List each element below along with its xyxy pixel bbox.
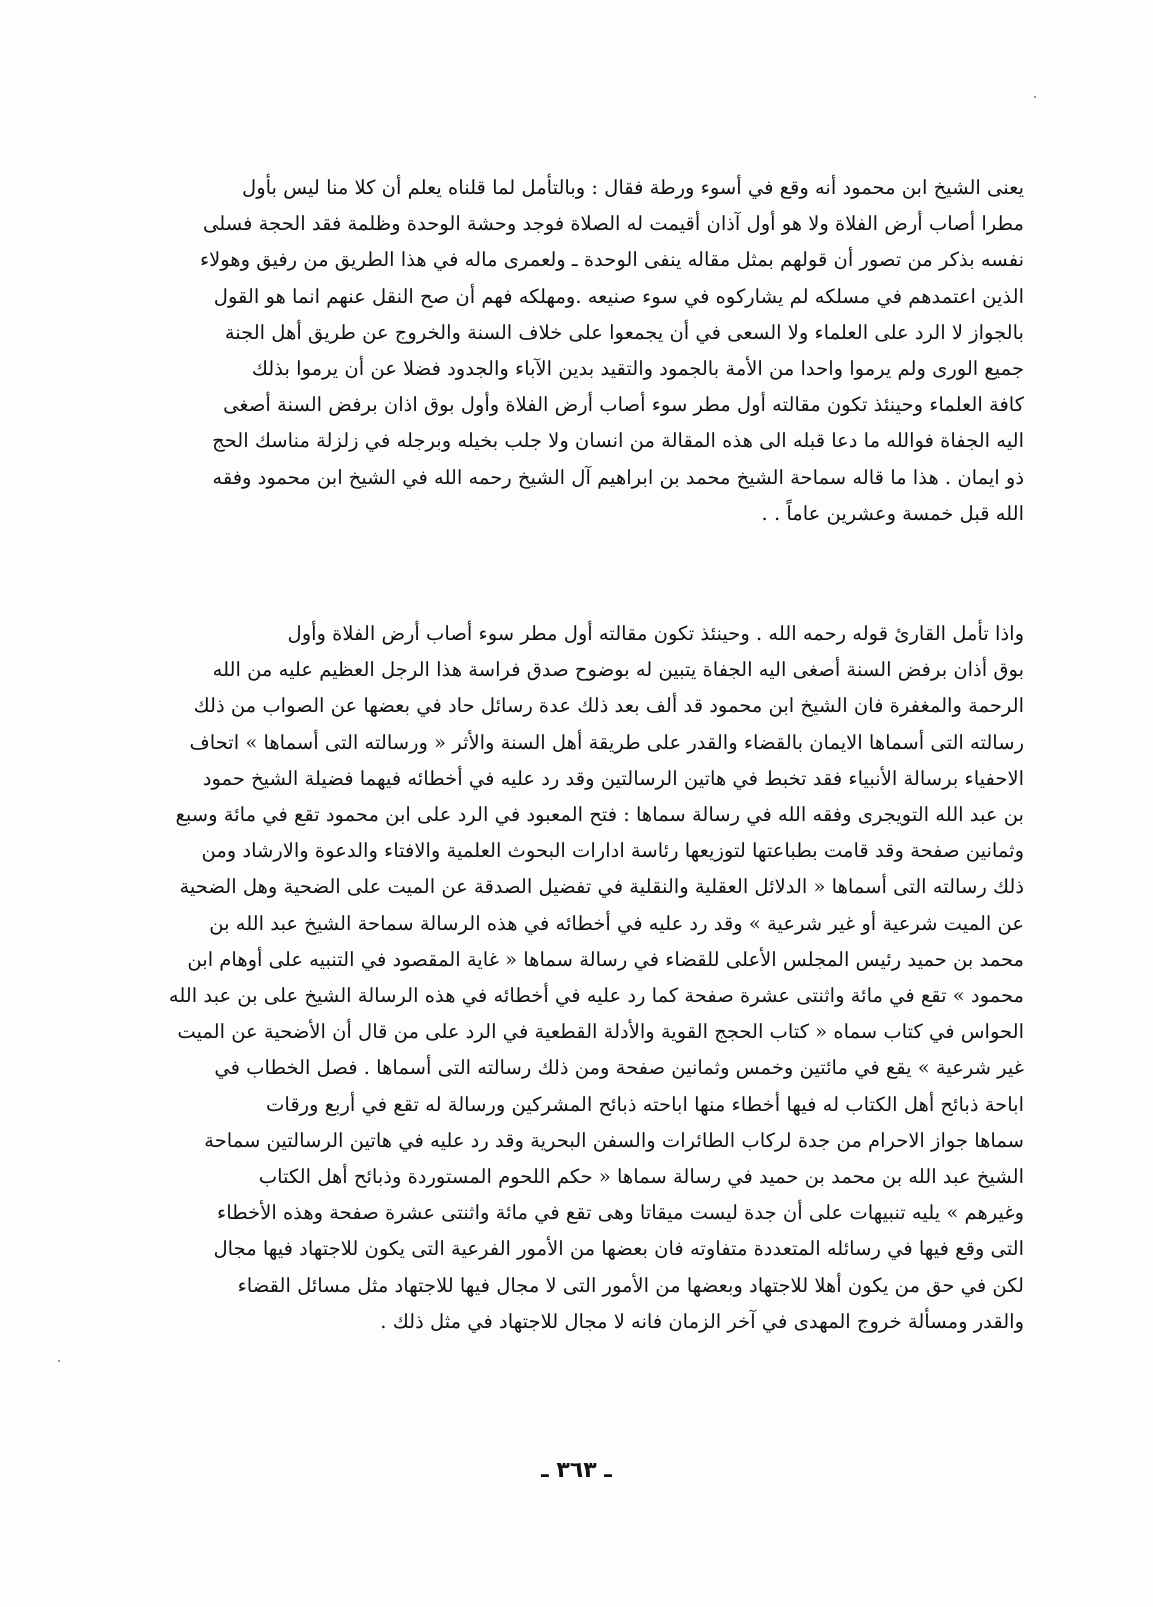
text-line: يعنى الشيخ ابن محمود أنه وقع في أسوء ورطة فقال : وبالتأمل لما قلناه يعلم أن كلا منا ليس بأول — [242, 176, 1024, 199]
text-line: الاحفياء برسالة الأنبياء فقد تخبط في هاتين الرسالتين وقد رد عليه في أخطائه فيهما فضيلة الشيخ حمود — [202, 766, 1024, 790]
text-line: عن الميت شرعية أو غير شرعية » وقد رد عليه في أخطائه في هذه الرسالة سماحة الشيخ عبد الله بن — [209, 911, 1024, 935]
text-line: اليه الجفاة فوالله ما دعا قبله الى هذه المقالة من انسان ولا جلب بخيله وبرجله في زلزلة مناسك الحج — [212, 429, 1024, 453]
text-line: الله قبل خمسة وعشرين عاماً . . — [761, 501, 1024, 525]
text-line: بالجواز لا الرد على العلماء ولا السعى في أن يجمعوا على خلاف السنة والخروج عن طريق أهل الجنة — [224, 320, 1024, 344]
text-line: مطرا أصاب أرض الفلاة ولا هو أول آذان أقيمت له الصلاة فوجد وحشة الوحدة وظلمة فقد الحجة فسلى — [203, 212, 1024, 236]
text-line: غير شرعية » يقع في مائتين وخمس وثمانين صفحة ومن ذلك رسالته التى أسماها . فصل الخطاب في — [214, 1056, 1024, 1080]
text-line: كافة العلماء وحينئذ تكون مقالته أول مطر سوء أصاب أرض الفلاة وأول بوق اذان برفض السنة أصغى — [223, 393, 1024, 417]
text-line: الحواس في كتاب سماه « كتاب الحجج القوية والأدلة القطعية في الرد على من قال أن الأضحية عن الميت — [177, 1020, 1024, 1044]
text-line: ذو ايمان . هذا ما قاله سماحة الشيخ محمد بن ابراهيم آل الشيخ رحمه الله في الشيخ ابن محمود وفقه — [212, 465, 1024, 489]
text-line: بن عبد الله التويجرى وفقه الله في رسالة سماها : فتح المعبود في الرد على ابن محمود تقع في مائة وسبع — [175, 803, 1024, 827]
page-number: ـ ٣٦٣ ـ — [541, 1458, 612, 1483]
paragraph-2 — [128, 616, 1024, 1340]
text-line: رسالته التى أسماها الايمان بالقضاء والقدر على طريقة أهل السنة والأثر « ورسالته التى أسماها » اتحاف — [189, 730, 1024, 754]
text-line: محمد بن حميد رئيس المجلس الأعلى للقضاء في رسالة سماها « غاية المقصود في التنبيه على أوهام ابن — [187, 947, 1024, 971]
text-line: واذا تأمل القارئ قوله رحمه الله . وحينئذ تكون مقالته أول مطر سوء أصاب أرض الفلاة وأول — [287, 622, 1024, 645]
paragraph-1 — [128, 170, 1024, 532]
scan-speck — [58, 1360, 60, 1362]
text-line: جميع الورى ولم يرموا واحدا من الأمة بالجمود والتقيد بدين الآباء والجدود فضلا عن أن يرموا بذلك — [251, 357, 1024, 381]
text-line: ذلك رسالته التى أسماها « الدلائل العقلية والنقلية في تفضيل الصدقة عن الميت على الضحية وهل الضحية — [179, 875, 1024, 899]
text-line: نفسه بذكر من تصور أن قولهم بمثل مقاله ينفى الوحدة ـ ولعمرى ماله في هذا الطريق من رفيق وهولاء — [199, 248, 1024, 272]
scan-speck — [1034, 96, 1036, 98]
text-line: اباحة ذبائح أهل الكتاب له فيها أخطاء منها اباحته ذبائح المشركين ورسالة له تقع في أربع ورقات — [266, 1092, 1024, 1116]
text-line: الرحمة والمغفرة فان الشيخ ابن محمود قد ألف بعد ذلك عدة رسائل حاد في بعضها عن الصواب من ذلك — [193, 694, 1024, 718]
text-line: لكن في حق من يكون أهلا للاجتهاد وبعضها من الأمور التى لا مجال فيها للاجتهاد مثل مسائل القضاء — [237, 1273, 1024, 1297]
text-line: بوق أذان برفض السنة أصغى اليه الجفاة يتبين له بوضوح صدق فراسة هذا الرجل العظيم عليه من الله — [212, 658, 1024, 682]
text-line: والقدر ومسألة خروج المهدى في آخر الزمان فانه لا مجال للاجتهاد في مثل ذلك . — [380, 1309, 1024, 1333]
text-line: الشيخ عبد الله بن محمد بن حميد في رسالة سماها « حكم اللحوم المستوردة وذبائح أهل الكتاب — [258, 1165, 1024, 1189]
text-line: محمود » تقع في مائة واثنتى عشرة صفحة كما رد عليه في أخطائه في هذه الرسالة الشيخ على بن عبد الله — [168, 984, 1024, 1008]
text-line: الذين اعتمدهم في مسلكه لم يشاركوه في سوء صنيعه .ومهلكه فهم أن صح النقل عنهم انما هو القول — [213, 284, 1024, 308]
text-line: وثمانين صفحة وقد قامت بطباعتها لتوزيعها رئاسة ادارات البحوث العلمية والافتاء والدعوة والارشاد ومن — [201, 839, 1024, 863]
text-line: التى وقع فيها في رسائله المتعددة متفاوته فان بعضها من الأمور الفرعية التى يكون للاجتهاد فيها مجال — [213, 1237, 1024, 1261]
text-line: سماها جواز الاحرام من جدة لركاب الطائرات والسفن البحرية وقد رد عليه في هاتين الرسالتين سماحة — [204, 1128, 1024, 1152]
text-line: وغيرهم » يليه تنبيهات على أن جدة ليست ميقاتا وهى تقع في مائة واثنتى عشرة صفحة وهذه الأخطاء — [217, 1201, 1024, 1225]
